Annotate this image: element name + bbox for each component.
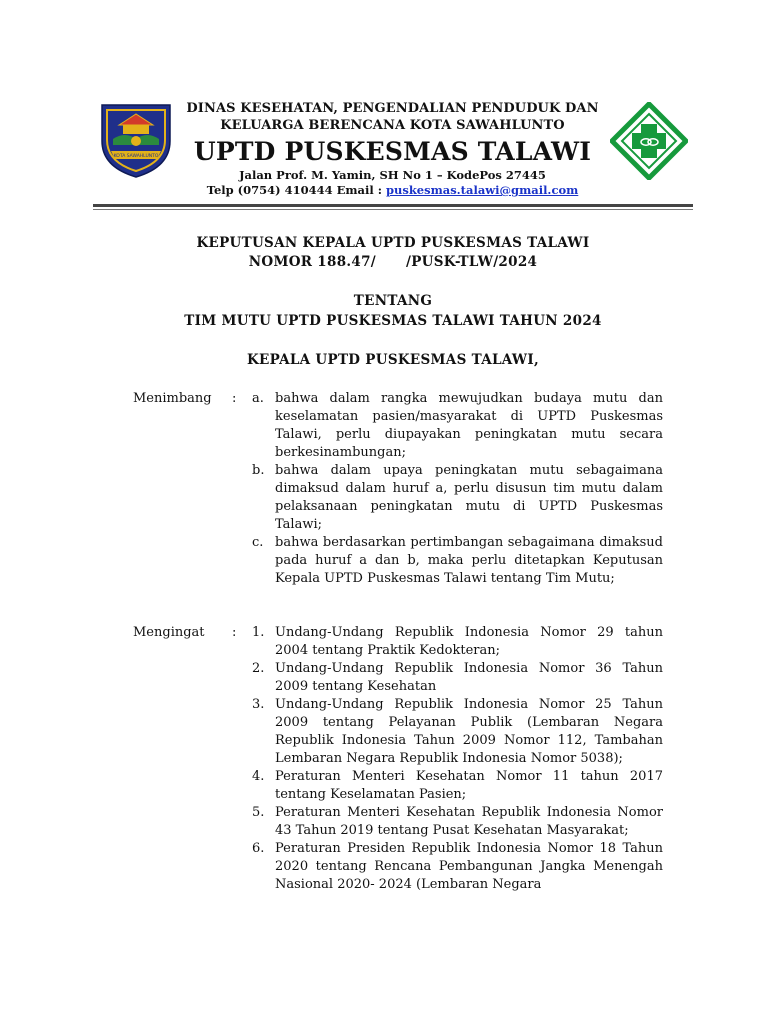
mengingat-label: Mengingat [133,625,205,640]
letterhead [180,100,605,198]
agency-name-line1: DINAS KESEHATAN, PENGENDALIAN PENDUDUK DAN [186,101,599,116]
item-text: Peraturan Menteri Kesehatan Republik Indonesia Nomor 43 Tahun 2019 tentang Pusat Kesehatan Masyarakat; [275,805,663,838]
letterhead-divider [93,204,693,207]
mengingat-item [133,624,663,660]
email-link[interactable]: puskesmas.talawi@gmail.com [385,183,579,197]
menimbang-label: Menimbang [133,391,212,406]
item-text: Peraturan Presiden Republik Indonesia Nomor 18 Tahun 2020 tentang Rencana Pembangunan Jangka Menengah Nasional 2020- 2024 (Lembaran Negara [275,841,663,892]
item-text: bahwa dalam upaya peningkatan mutu sebagaimana dimaksud dalam huruf a, perlu disusun tim mutu dalam pelaksanaan peningkatan mutu di UPTD Puskesmas Talawi; [275,463,663,532]
about-text: TIM MUTU UPTD PUSKESMAS TALAWI TAHUN 2024 [184,313,602,329]
menimbang-item [133,390,663,462]
item-text: Peraturan Menteri Kesehatan Nomor 11 tahun 2017 tentang Keselamatan Pasien; [275,769,663,802]
item-marker: c. [252,535,264,550]
item-text: Undang-Undang Republik Indonesia Nomor 25 Tahun 2009 tentang Pelayanan Publik (Lembaran Negara Republik Indonesia Tahun 2009 Nomor 112, Tambahan Lembaran Negara Republik Indonesia Nomor 5038); [275,697,663,766]
menimbang-section [133,390,663,588]
item-marker: 1. [252,625,265,640]
agency-name-line2: KELUARGA BERENCANA KOTA SAWAHLUNTO [220,118,565,133]
institution-title: UPTD PUSKESMAS TALAWI [193,137,592,166]
puskesmas-logo-icon [610,102,688,180]
about-label: TENTANG [353,293,433,309]
crest-banner-text: KOTA SAWAHLUNTO [113,154,159,159]
item-marker: 3. [252,697,265,712]
letterhead-divider-thin [93,209,693,210]
sawahlunto-crest-icon [97,101,175,179]
menimbang-item [133,462,663,534]
item-text: bahwa dalam rangka mewujudkan budaya mutu dan keselamatan pasien/masyarakat di UPTD Puskesmas Talawi, perlu diupayakan peningkatan mutu secara berkesinambungan; [275,391,663,460]
issuer-heading: KEPALA UPTD PUSKESMAS TALAWI, [247,352,539,368]
mengingat-item [133,804,663,840]
institution-contact [180,183,605,198]
item-marker: b. [252,463,265,478]
mengingat-item [133,660,663,696]
mengingat-section [133,624,663,894]
item-marker: a. [252,391,264,406]
item-text: bahwa berdasarkan pertimbangan sebagaimana dimaksud pada huruf a dan b, maka perlu ditetapkan Keputusan Kepala UPTD Puskesmas Talawi tentang Tim Mutu; [275,535,663,586]
mengingat-item [133,840,663,894]
contact-phone: Telp (0754) 410444 Email : [206,183,386,197]
mengingat-item [133,696,663,768]
item-text: Undang-Undang Republik Indonesia Nomor 36 Tahun 2009 tentang Kesehatan [275,661,663,694]
decree-title-line1: KEPUTUSAN KEPALA UPTD PUSKESMAS TALAWI [196,235,590,251]
mengingat-colon: : [232,625,237,640]
item-marker: 5. [252,805,265,820]
item-text: Undang-Undang Republik Indonesia Nomor 29 tahun 2004 tentang Praktik Kedokteran; [275,625,663,658]
mengingat-item [133,768,663,804]
item-marker: 4. [252,769,265,784]
decree-number: NOMOR 188.47/ /PUSK-TLW/2024 [248,254,538,270]
institution-address: Jalan Prof. M. Yamin, SH No 1 – KodePos 27445 [239,168,546,182]
item-marker: 6. [252,841,265,856]
menimbang-item [133,534,663,588]
menimbang-colon: : [232,391,237,406]
item-marker: 2. [252,661,265,676]
